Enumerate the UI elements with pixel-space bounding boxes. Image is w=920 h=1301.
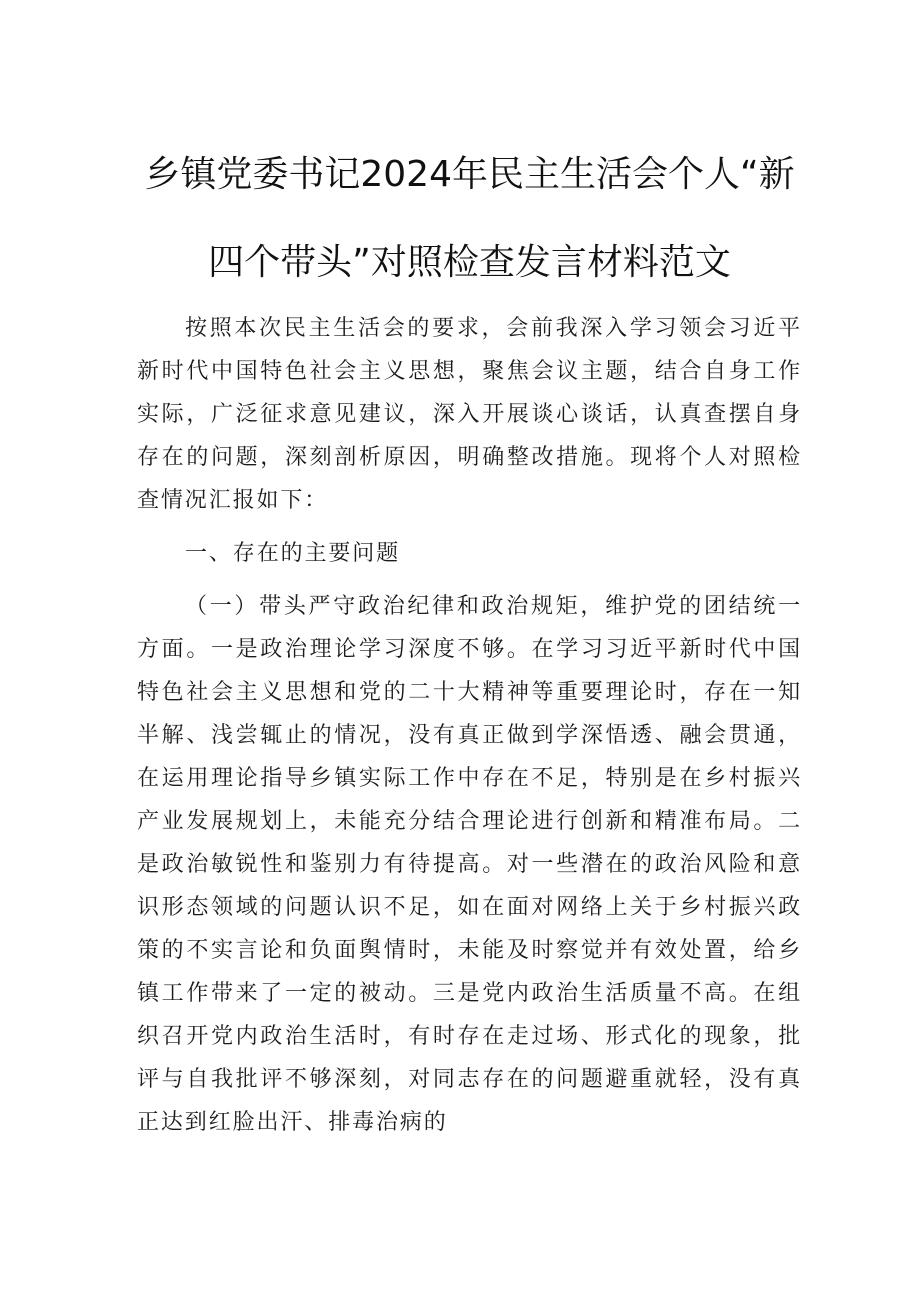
document-title [137,143,802,295]
title-line-2: 四个带头”对照检查发言材料范文 [208,242,731,283]
document-body [137,307,802,1144]
title-line-1: 乡镇党委书记2024年民主生活会个人“新 [144,154,795,195]
subsection-paragraph-1: （一）带头严守政治纪律和政治规矩，维护党的团结统一方面。一是政治理论学习深度不够。在学习习近平新时代中国特色社会主义思想和党的二十大精神等重要理论时，存在一知半解、浅尝辄止的情况，没有真正做到学深悟透、融会贯通，在运用理论指导乡镇实际工作中存在不足，特别是在乡村振兴产业发展规划上，未能充分结合理论进行创新和精准布局。二是政治敏锐性和鉴别力有待提高。对一些潜在的政治风险和意识形态领域的问题认识不足，如在面对网络上关于乡村振兴政策的不实言论和负面舆情时，未能及时察觉并有效处置，给乡镇工作带来了一定的被动。三是党内政治生活质量不高。在组织召开党内政治生活时，有时存在走过场、形式化的现象，批评与自我批评不够深刻，对同志存在的问题避重就轻，没有真正达到红脸出汗、排毒治病的 [137,594,802,1135]
section-heading-problems: 一、存在的主要问题 [185,541,401,566]
intro-paragraph: 按照本次民主生活会的要求，会前我深入学习领会习近平新时代中国特色社会主义思想，聚焦会议主题，结合自身工作实际，广泛征求意见建议，深入开展谈心谈话，认真查摆自身存在的问题，深刻剖析原因，明确整改措施。现将个人对照检查情况汇报如下： [137,316,802,513]
